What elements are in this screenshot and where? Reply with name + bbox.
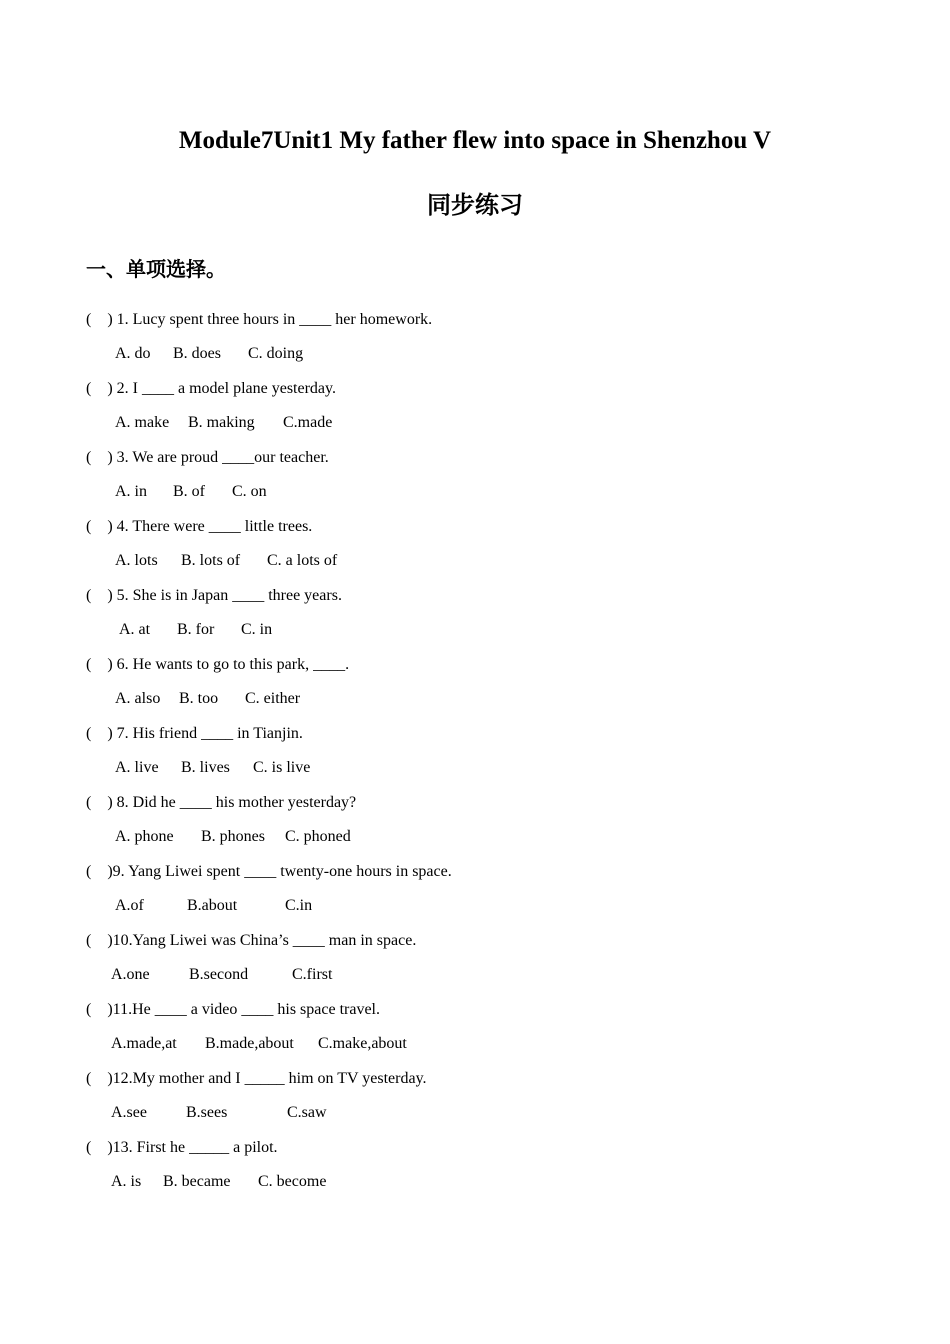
answer-options	[115, 823, 351, 851]
option-a: A. is	[111, 1173, 142, 1190]
option-c: C. is live	[253, 759, 311, 776]
question-stem: ( ) 8. Did he ____ his mother yesterday?	[86, 794, 357, 811]
option-b: B. lots of	[181, 552, 241, 569]
question-list	[0, 304, 950, 1201]
question-stem: ( ) 5. She is in Japan ____ three years.	[86, 587, 342, 604]
question-stem: ( )13. First he _____ a pilot.	[86, 1139, 278, 1156]
question-stem: ( ) 4. There were ____ little trees.	[86, 518, 313, 535]
option-b: B.about	[187, 897, 238, 914]
section-heading: 一、单项选择。	[86, 257, 226, 281]
option-b: B.made,about	[205, 1035, 294, 1052]
answer-options	[115, 754, 311, 782]
option-c: C. become	[258, 1173, 327, 1190]
option-c: C.saw	[287, 1104, 327, 1121]
question-stem: ( )11.He ____ a video ____ his space travel.	[86, 1001, 380, 1018]
question-stem: ( ) 6. He wants to go to this park, ____.	[86, 656, 350, 673]
option-b: B. of	[173, 483, 205, 500]
answer-options	[115, 892, 313, 920]
option-a: A. at	[119, 621, 151, 638]
option-a: A.made,at	[111, 1035, 177, 1052]
question-stem: ( )10.Yang Liwei was China’s ____ man in space.	[86, 932, 417, 949]
answer-options	[115, 685, 301, 713]
answer-options	[111, 961, 333, 989]
option-b: B. does	[173, 345, 221, 362]
question-item	[0, 442, 950, 511]
option-b: B. lives	[181, 759, 230, 776]
question-item	[0, 1132, 950, 1201]
option-c: C. either	[245, 690, 301, 707]
option-a: A. in	[115, 483, 147, 500]
option-b: B. making	[188, 414, 255, 431]
answer-options	[115, 478, 267, 506]
question-item	[0, 787, 950, 856]
option-c: C. a lots of	[267, 552, 338, 569]
question-item	[0, 1063, 950, 1132]
option-a: A. do	[115, 345, 151, 362]
worksheet-title: Module7Unit1 My father flew into space in Shenzhou V	[178, 127, 772, 154]
option-a: A. live	[115, 759, 159, 776]
option-b: B. became	[163, 1173, 231, 1190]
option-a: A.of	[115, 897, 144, 914]
option-c: C. on	[232, 483, 267, 500]
answer-options	[115, 409, 333, 437]
answer-options	[111, 1099, 327, 1127]
answer-options	[111, 1168, 327, 1196]
question-stem: ( )9. Yang Liwei spent ____ twenty-one hours in space.	[86, 863, 452, 880]
option-a: A. phone	[115, 828, 174, 845]
option-c: C.made	[283, 414, 333, 431]
question-item	[0, 304, 950, 373]
question-item	[0, 718, 950, 787]
question-item	[0, 925, 950, 994]
option-b: B.second	[189, 966, 249, 983]
question-item	[0, 373, 950, 442]
question-item	[0, 580, 950, 649]
question-stem: ( )12.My mother and I _____ him on TV yesterday.	[86, 1070, 427, 1087]
option-b: B. too	[179, 690, 219, 707]
question-stem: ( ) 1. Lucy spent three hours in ____ her homework.	[86, 311, 433, 328]
answer-options	[115, 547, 338, 575]
option-c: C.make,about	[318, 1035, 407, 1052]
question-item	[0, 649, 950, 718]
question-item	[0, 856, 950, 925]
option-c: C.first	[292, 966, 333, 983]
answer-options	[115, 340, 304, 368]
question-stem: ( ) 3. We are proud ____our teacher.	[86, 449, 329, 466]
question-item	[0, 511, 950, 580]
option-c: C.in	[285, 897, 313, 914]
question-item	[0, 994, 950, 1063]
option-b: B. for	[177, 621, 215, 638]
option-a: A.see	[111, 1104, 147, 1121]
question-stem: ( ) 2. I ____ a model plane yesterday.	[86, 380, 336, 397]
answer-options	[111, 1030, 407, 1058]
option-c: C. phoned	[285, 828, 351, 845]
option-a: A. also	[115, 690, 161, 707]
option-b: B. phones	[201, 828, 265, 845]
option-a: A. make	[115, 414, 170, 431]
option-b: B.sees	[186, 1104, 228, 1121]
worksheet-subtitle: 同步练习	[427, 191, 523, 219]
option-a: A. lots	[115, 552, 158, 569]
answer-options	[119, 616, 273, 644]
option-c: C. doing	[248, 345, 304, 362]
question-stem: ( ) 7. His friend ____ in Tianjin.	[86, 725, 303, 742]
option-c: C. in	[241, 621, 273, 638]
option-a: A.one	[111, 966, 150, 983]
